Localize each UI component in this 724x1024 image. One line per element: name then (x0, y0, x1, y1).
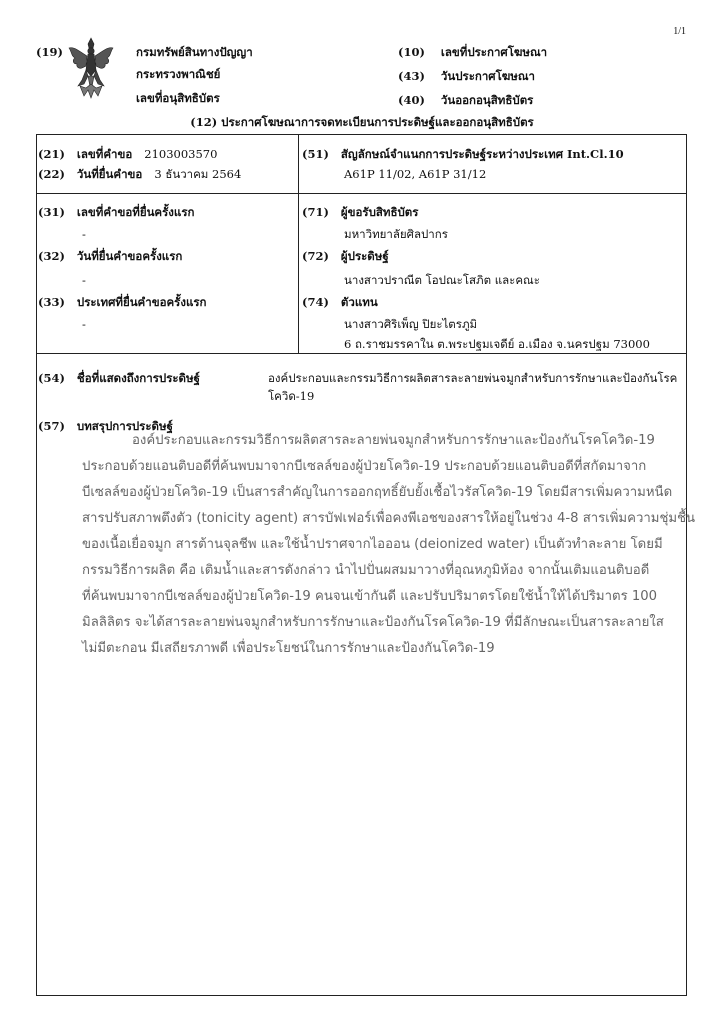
field-label: บทสรุปการประดิษฐ์ (76, 419, 173, 433)
abstract-line: ที่ค้นพบมาจากบีเซลล์ของผู้ป่วยโควิด-19 คนจนเข้ากันดี และปรับปริมาตรโดยใช้น้ำให้ได้ปริมาตร 100 (82, 589, 658, 604)
field-label: ตัวแทน (340, 295, 378, 309)
field-label: ผู้ขอรับสิทธิบัตร (340, 205, 419, 219)
field-code: (72) (302, 249, 329, 263)
column-divider (298, 135, 299, 353)
field-21 (38, 146, 217, 162)
divider (37, 193, 686, 194)
field-74 (302, 294, 378, 310)
header-publication-number: เลขที่ประกาศโฆษณา (440, 45, 548, 59)
abstract-text (82, 428, 696, 662)
divider (37, 353, 686, 354)
priority-country: - (82, 317, 86, 331)
invention-title-line-1: องค์ประกอบและกรรมวิธีการผลิตสารละลายพ่นจมูกสำหรับการรักษาและป้องกันโรค (268, 371, 678, 385)
field-label: เลขที่คำขอที่ยื่นครั้งแรก (76, 205, 195, 219)
field-code: (51) (302, 147, 329, 161)
field-code: (74) (302, 295, 329, 309)
header-right-row-2 (398, 68, 535, 84)
header-code: (40) (398, 93, 425, 107)
field-72 (302, 248, 389, 264)
field-label: วันที่ยื่นคำขอครั้งแรก (76, 249, 183, 263)
ipc-classification: A61P 11/02, A61P 31/12 (344, 167, 487, 181)
abstract-line: องค์ประกอบและกรรมวิธีการผลิตสารละลายพ่นจมูกสำหรับการรักษาและป้องกันโรคโควิด-19 (132, 433, 655, 448)
page-number: 1/1 (673, 26, 686, 37)
abstract-line: กรรมวิธีการผลิต คือ เติมน้ำและสารดังกล่าว นำไปปั่นผสมมาวางที่อุณหภูมิห้อง จากนั้นเติมแอนติบอดี (82, 563, 650, 578)
field-54 (38, 370, 200, 386)
field-label: ผู้ประดิษฐ์ (340, 249, 389, 263)
field-51 (302, 146, 624, 162)
header-right-row-1 (398, 44, 547, 60)
invention-title-line-2: โควิด-19 (268, 389, 315, 403)
agent-address: 6 ถ.ราชมรรคาใน ต.พระปฐมเจดีย์ อ.เมือง จ.นครปฐม 73000 (344, 337, 650, 351)
field-code: (21) (38, 147, 65, 161)
field-code: (32) (38, 249, 65, 263)
field-33 (38, 294, 207, 310)
field-code: (71) (302, 205, 329, 219)
field-label: สัญลักษณ์จำแนกการประดิษฐ์ระหว่างประเทศ Int.Cl.10 (340, 147, 624, 161)
header-ministry: กระทรวงพาณิชย์ (136, 67, 221, 81)
header-publication-date: วันประกาศโฆษณา (440, 69, 536, 83)
priority-date: - (82, 273, 86, 287)
abstract-line: บีเซลล์ของผู้ป่วยโควิด-19 เป็นสารสำคัญในการออกฤทธิ์ยับยั้งเชื้อไวรัสโควิด-19 โดยมีสารเพิ่มความหนืด (82, 485, 673, 500)
abstract-line: ไม่มีตะกอน มีเสถียรภาพดี เพื่อประโยชน์ในการรักษาและป้องกันโควิด-19 (82, 641, 495, 656)
header-right-row-3 (398, 92, 533, 108)
field-label: เลขที่คำขอ (76, 147, 133, 161)
field-71 (302, 204, 418, 220)
document-title: (12) ประกาศโฆษณาการจดทะเบียนการประดิษฐ์และออกอนุสิทธิบัตร (190, 115, 534, 129)
field-22 (38, 166, 241, 182)
field-code: (31) (38, 205, 65, 219)
header-petty-patent-number: เลขที่อนุสิทธิบัตร (136, 91, 220, 105)
field-32 (38, 248, 182, 264)
header-code: (10) (398, 45, 425, 59)
header-issue-date: วันออกอนุสิทธิบัตร (440, 93, 534, 107)
header-office: กรมทรัพย์สินทางปัญญา (136, 45, 253, 59)
field-code: (57) (38, 419, 65, 433)
abstract-line: สารปรับสภาพตึงตัว (tonicity agent) สารบัฟเฟอร์เพื่อคงพีเอชของสารให้อยู่ในช่วง 4-8 สารเพิ่มความชุ่มชื้น (82, 511, 696, 526)
abstract-line: ของเนื้อเยื่อจมูก สารต้านจุลชีพ และใช้น้ำปราศจากไอออน (deionized water) เป็นตัวทำละลาย โดยมี (82, 537, 663, 552)
field-label: วันที่ยื่นคำขอ (76, 167, 143, 181)
abstract-line: ประกอบด้วยแอนติบอดีที่ค้นพบมาจากบีเซลล์ของผู้ป่วยโควิด-19 ประกอบด้วยแอนติบอดีที่สกัดมาจาก (82, 459, 647, 474)
inventor: นางสาวปราณีต โอปณะโสภิต และคณะ (344, 273, 540, 287)
field-label: ชื่อที่แสดงถึงการประดิษฐ์ (76, 371, 200, 385)
agent-name: นางสาวศิริเพ็ญ ปิยะไตรภูมิ (344, 317, 478, 331)
applicant: มหาวิทยาลัยศิลปากร (344, 227, 448, 241)
field-code: (54) (38, 371, 65, 385)
field-label: ประเทศที่ยื่นคำขอครั้งแรก (76, 295, 207, 309)
header-code: (43) (398, 69, 425, 83)
priority-number: - (82, 227, 86, 241)
application-number: 2103003570 (144, 147, 218, 161)
filing-date: 3 ธันวาคม 2564 (154, 167, 242, 181)
abstract-line: มิลลิลิตร จะได้สารละลายพ่นจมูกสำหรับการรักษาและป้องกันโรคโควิด-19 ที่มีลักษณะเป็นสารละลายใส (82, 615, 664, 630)
field-31 (38, 204, 194, 220)
field-code: (33) (38, 295, 65, 309)
field-code: (22) (38, 167, 65, 181)
header-code: (19) (36, 45, 63, 59)
header-left-row-1 (36, 44, 253, 60)
